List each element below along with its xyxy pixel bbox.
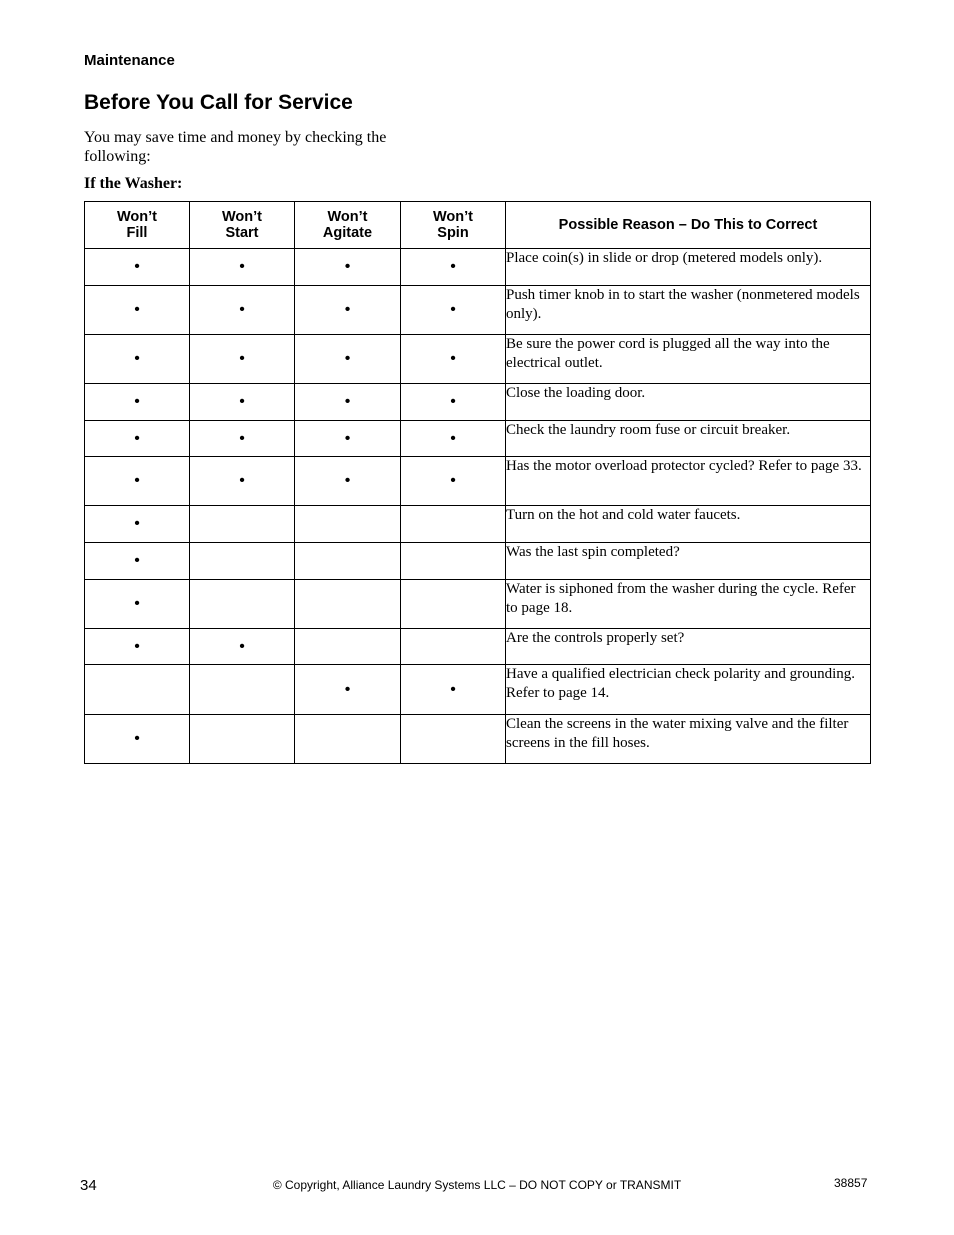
bullet-mark: •	[190, 286, 295, 335]
empty-cell	[401, 506, 506, 543]
document-number: 38857	[834, 1176, 868, 1190]
empty-cell	[401, 543, 506, 580]
bullet-mark: •	[401, 665, 506, 715]
bullet-mark: •	[295, 665, 401, 715]
bullet-mark: •	[85, 421, 190, 457]
table-row	[85, 457, 871, 506]
bullet-mark: •	[295, 457, 401, 506]
reason-cell: Push timer knob in to start the washer (nonmetered models only).	[506, 286, 871, 335]
section-label: Maintenance	[84, 52, 175, 69]
bullet-mark: •	[295, 421, 401, 457]
bullet-mark: •	[85, 506, 190, 543]
bullet-mark: •	[295, 384, 401, 421]
empty-cell	[401, 580, 506, 629]
column-header-line: Fill	[126, 225, 148, 241]
empty-cell	[190, 543, 295, 580]
bullet-mark: •	[401, 421, 506, 457]
intro-paragraph: You may save time and money by checking the following:	[84, 129, 387, 165]
table-header-row	[85, 202, 871, 249]
table-row	[85, 335, 871, 384]
table-row	[85, 286, 871, 335]
bullet-mark: •	[85, 335, 190, 384]
reason-cell: Was the last spin completed?	[506, 543, 871, 580]
column-header-wont-start	[190, 202, 295, 249]
bullet-mark: •	[295, 249, 401, 286]
reason-cell: Be sure the power cord is plugged all the way into the electrical outlet.	[506, 335, 871, 384]
bullet-mark: •	[401, 249, 506, 286]
table-row	[85, 421, 871, 457]
bullet-mark: •	[85, 457, 190, 506]
table-row	[85, 506, 871, 543]
reason-cell: Turn on the hot and cold water faucets.	[506, 506, 871, 543]
bullet-mark: •	[85, 629, 190, 665]
bullet-mark: •	[190, 384, 295, 421]
bullet-mark: •	[85, 249, 190, 286]
table-row	[85, 580, 871, 629]
empty-cell	[295, 580, 401, 629]
reason-cell: Check the laundry room fuse or circuit breaker.	[506, 421, 871, 457]
copyright-notice: © Copyright, Alliance Laundry Systems LLC – DO NOT COPY or TRANSMIT	[272, 1178, 682, 1192]
bullet-mark: •	[401, 384, 506, 421]
column-header-possible-reason	[506, 202, 871, 249]
column-header-line: Won’t	[117, 209, 157, 225]
reason-cell: Clean the screens in the water mixing valve and the filter screens in the fill hoses.	[506, 715, 871, 764]
bullet-mark: •	[85, 715, 190, 764]
bullet-mark: •	[190, 421, 295, 457]
column-header-line: Possible Reason – Do This to Correct	[558, 217, 818, 233]
empty-cell	[295, 715, 401, 764]
empty-cell	[190, 506, 295, 543]
page-title: Before You Call for Service	[84, 91, 353, 114]
empty-cell	[85, 665, 190, 715]
bullet-mark: •	[401, 335, 506, 384]
column-header-wont-agitate	[295, 202, 401, 249]
column-header-line: Spin	[437, 225, 469, 241]
bullet-mark: •	[295, 286, 401, 335]
bullet-mark: •	[85, 580, 190, 629]
column-header-line: Won’t	[327, 209, 368, 225]
empty-cell	[401, 629, 506, 665]
bullet-mark: •	[401, 457, 506, 506]
column-header-wont-spin	[401, 202, 506, 249]
column-header-wont-fill	[85, 202, 190, 249]
reason-cell: Has the motor overload protector cycled? Refer to page 33.	[506, 457, 871, 506]
bullet-mark: •	[85, 286, 190, 335]
empty-cell	[295, 629, 401, 665]
bullet-mark: •	[85, 384, 190, 421]
page-number: 34	[80, 1177, 97, 1194]
reason-cell: Are the controls properly set?	[506, 629, 871, 665]
column-header-line: Start	[225, 225, 259, 241]
table-row	[85, 629, 871, 665]
bullet-mark: •	[85, 543, 190, 580]
reason-cell: Water is siphoned from the washer during the cycle. Refer to page 18.	[506, 580, 871, 629]
table-row	[85, 543, 871, 580]
table-row	[85, 715, 871, 764]
table-body	[85, 249, 871, 764]
bullet-mark: •	[190, 335, 295, 384]
empty-cell	[190, 715, 295, 764]
column-header-line: Won’t	[222, 209, 262, 225]
table-row	[85, 665, 871, 715]
reason-cell: Have a qualified electrician check polarity and grounding. Refer to page 14.	[506, 665, 871, 715]
bullet-mark: •	[190, 457, 295, 506]
empty-cell	[190, 580, 295, 629]
reason-cell: Close the loading door.	[506, 384, 871, 421]
table-row	[85, 384, 871, 421]
reason-cell: Place coin(s) in slide or drop (metered models only).	[506, 249, 871, 286]
empty-cell	[190, 665, 295, 715]
bullet-mark: •	[401, 286, 506, 335]
empty-cell	[401, 715, 506, 764]
empty-cell	[295, 506, 401, 543]
troubleshooting-table	[84, 201, 871, 764]
column-header-line: Won’t	[433, 209, 473, 225]
table-subheading: If the Washer:	[84, 175, 183, 192]
bullet-mark: •	[295, 335, 401, 384]
bullet-mark: •	[190, 249, 295, 286]
bullet-mark: •	[190, 629, 295, 665]
column-header-line: Agitate	[322, 225, 373, 241]
empty-cell	[295, 543, 401, 580]
table-row	[85, 249, 871, 286]
